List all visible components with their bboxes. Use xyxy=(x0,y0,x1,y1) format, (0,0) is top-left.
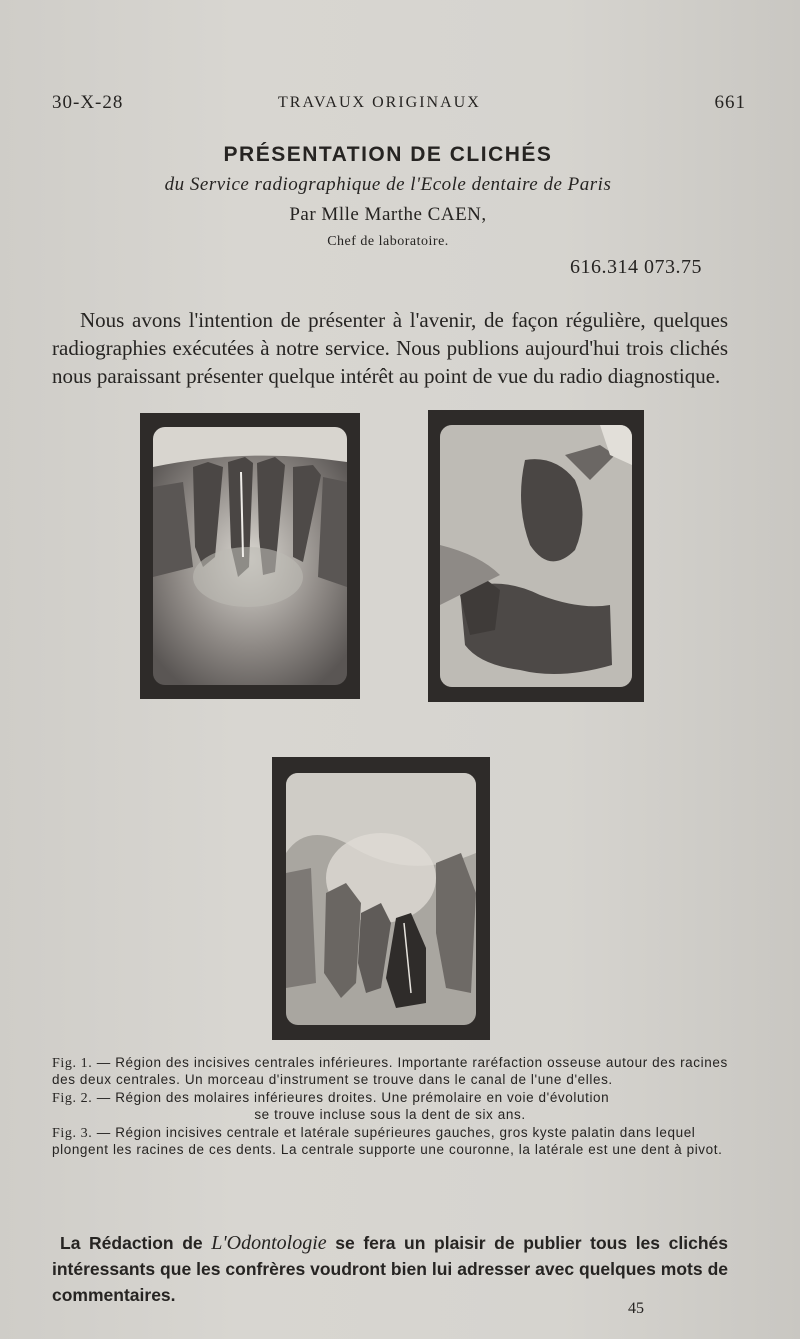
caption-fig-2 xyxy=(52,1090,728,1123)
caption-fig-3 xyxy=(52,1125,728,1158)
running-head xyxy=(52,92,760,120)
journal-name: L'Odontologie xyxy=(211,1231,327,1254)
intro-paragraph: Nous avons l'intention de présenter à l'avenir, de façon régulière, quelques radiographies exécutées à notre service. Nous publions aujourd'hui trois clichés nous paraissant présenter quelque intérêt au point de vue du radio diagnostique. xyxy=(52,308,728,388)
caption-text: — Région des incisives centrales inférieures. Importante raréfaction osseuse autour des racines des deux centrales. Un morceau d'instrument se trouve dans le canal de l'une d'elles. xyxy=(52,1055,728,1087)
caption-number: Fig. 3. xyxy=(52,1126,93,1141)
author-role: Chef de laboratoire. xyxy=(327,234,449,249)
note-rest: se fera un plaisir de publier tous les clichés intéressants que les confrères voudront bien lui adresser avec quelques mots de commentaires. xyxy=(52,1232,728,1305)
closing-note xyxy=(52,1230,728,1308)
note-lead: La Rédaction de xyxy=(60,1232,203,1253)
article-subtitle: du Service radiographique de l'Ecole dentaire de Paris xyxy=(164,174,612,195)
figure-captions xyxy=(52,1055,728,1160)
caption-text: — Région incisives centrale et latérale supérieures gauches, gros kyste palatin dans lequel plongent les racines de ces dents. La centrale supporte une couronne, la latérale est une dent à pivot. xyxy=(52,1125,723,1157)
radiograph-film xyxy=(153,427,347,685)
figure-3-radiograph xyxy=(272,757,490,1040)
caption-number: Fig. 1. xyxy=(52,1056,93,1071)
caption-fig-1 xyxy=(52,1055,728,1088)
radiograph-film xyxy=(440,425,632,687)
figure-1-radiograph xyxy=(140,413,360,699)
radiograph-film xyxy=(286,773,476,1025)
figure-2-radiograph xyxy=(428,410,644,702)
caption-text: — Région des molaires inférieures droites. Une prémolaire en voie d'évolution xyxy=(96,1090,610,1105)
page-number: 661 xyxy=(714,92,746,113)
article-author: Par Mlle Marthe CAEN, xyxy=(289,204,487,225)
article-title: PRÉSENTATION DE CLICHÉS xyxy=(223,143,553,166)
classification-number: 616.314 073.75 xyxy=(570,256,702,278)
caption-number: Fig. 2. xyxy=(52,1091,93,1106)
folio-number: 45 xyxy=(628,1300,644,1317)
caption-text-line2: se trouve incluse sous la dent de six ans. xyxy=(254,1107,526,1122)
issue-date: 30-X-28 xyxy=(52,92,124,113)
section-title: TRAVAUX ORIGINAUX xyxy=(278,94,481,111)
